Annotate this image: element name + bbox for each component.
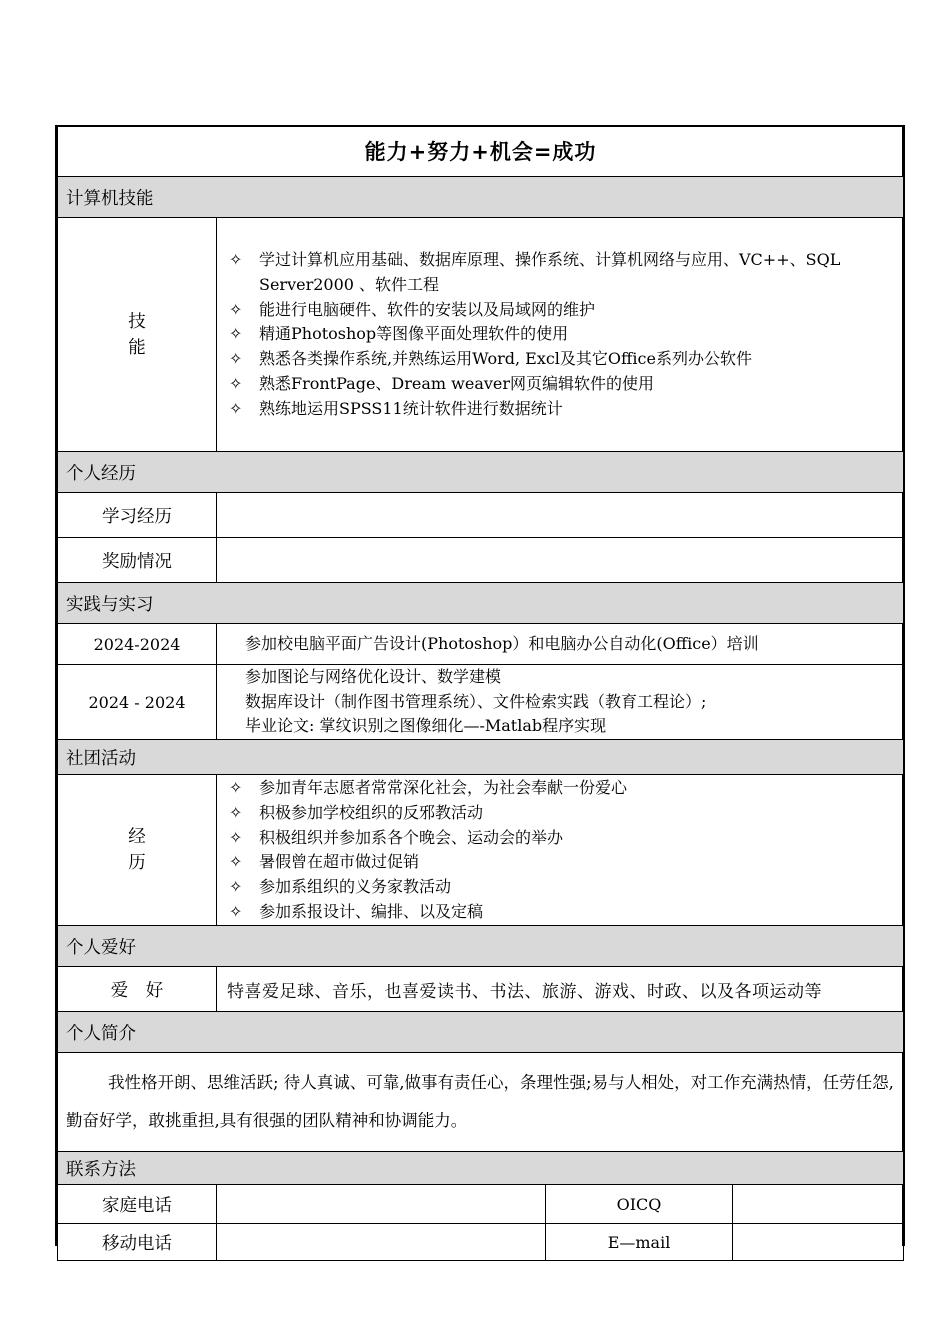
bullet-text: 参加青年志愿者常常深化社会，为社会奉献一份爱心 (259, 778, 628, 797)
bullet-text: 暑假曾在超市做过促销 (259, 852, 420, 872)
club-cell (217, 775, 904, 926)
section-practice: 实践与实习 (58, 583, 904, 624)
section-hobby: 个人爱好 (58, 926, 904, 967)
practice-detail-2 (217, 665, 904, 740)
section-intro: 个人简介 (58, 1012, 904, 1053)
hobby-value: 特喜爱足球、音乐，也喜爱读书、书法、旅游、游戏、时政、以及各项运动等 (217, 967, 904, 1012)
award-label: 奖励情况 (58, 538, 217, 583)
sparkle-bullet-icon: ✧ (229, 250, 243, 269)
sparkle-bullet-icon: ✧ (229, 901, 243, 921)
sparkle-bullet-icon: ✧ (229, 827, 243, 847)
skills-list (217, 248, 903, 422)
practice-period-2: 2024 - 2024 (58, 665, 217, 740)
practice-detail-1 (217, 624, 904, 665)
sparkle-bullet-icon: ✧ (229, 373, 243, 393)
bullet-item (229, 322, 903, 347)
mobile-phone-value (217, 1224, 546, 1261)
bullet-item (229, 397, 903, 422)
bullet-item (229, 826, 903, 851)
bullet-item (229, 801, 903, 826)
practice-line: 数据库设计（制作图书管理系统）、文件检索实践（教育工程论）; (245, 691, 707, 711)
resume-sheet (55, 125, 905, 1261)
home-phone-label: 家庭电话 (58, 1185, 217, 1224)
sparkle-bullet-icon: ✧ (229, 398, 243, 418)
skills-cell (217, 218, 904, 452)
skills-label: 技 能 (58, 218, 217, 452)
study-value (217, 493, 904, 538)
sparkle-bullet-icon: ✧ (229, 802, 243, 822)
sparkle-bullet-icon: ✧ (229, 349, 243, 369)
bullet-text: 学过计算机应用基础、数据库原理、操作系统、计算机网络与应用、VC++、SQL Server2000 、软件工程 (259, 250, 841, 294)
practice-line: 参加校电脑平面广告设计(Photoshop）和电脑办公自动化(Office）培训 (245, 633, 759, 653)
bullet-text: 能进行电脑硬件、软件的安装以及局域网的维护 (259, 299, 596, 319)
study-label: 学习经历 (58, 493, 217, 538)
bullet-item (229, 298, 903, 323)
bullet-item (229, 875, 903, 900)
bullet-text: 积极参加学校组织的反邪教活动 (259, 802, 484, 822)
bullet-item (229, 347, 903, 372)
award-value (217, 538, 904, 583)
sparkle-bullet-icon: ✧ (229, 324, 243, 344)
oicq-value (733, 1185, 904, 1224)
bullet-text: 精通Photoshop等图像平面处理软件的使用 (259, 324, 569, 344)
mobile-phone-label: 移动电话 (58, 1224, 217, 1261)
bullet-text: 参加系组织的义务家教活动 (259, 877, 452, 897)
sparkle-bullet-icon: ✧ (229, 299, 243, 319)
section-club: 社团活动 (58, 740, 904, 775)
sparkle-bullet-icon: ✧ (229, 877, 243, 897)
club-list (217, 776, 903, 925)
resume-title: 能力+努力+机会=成功 (58, 126, 904, 177)
practice-period-1: 2024-2024 (58, 624, 217, 665)
hobby-label: 爱 好 (58, 967, 217, 1012)
bullet-text: 熟练地运用SPSS11统计软件进行数据统计 (259, 398, 563, 418)
section-experience: 个人经历 (58, 452, 904, 493)
bullet-text: 熟悉FrontPage、Dream weaver网页编辑软件的使用 (259, 373, 655, 393)
bullet-item (229, 372, 903, 397)
bullet-item (229, 900, 903, 925)
email-label: E—mail (546, 1224, 733, 1261)
bullet-item (229, 776, 903, 801)
home-phone-value (217, 1185, 546, 1224)
section-contact: 联系方法 (58, 1152, 904, 1185)
bullet-item (229, 248, 903, 298)
practice-line: 参加图论与网络优化设计、数学建模 (245, 667, 502, 687)
sparkle-bullet-icon: ✧ (229, 778, 243, 797)
section-computer-skills: 计算机技能 (58, 177, 904, 218)
practice-line: 毕业论文: 掌纹识别之图像细化—-Matlab程序实现 (245, 716, 607, 736)
oicq-label: OICQ (546, 1185, 733, 1224)
bullet-item (229, 850, 903, 875)
resume-table (57, 125, 904, 1261)
sparkle-bullet-icon: ✧ (229, 852, 243, 872)
bullet-text: 熟悉各类操作系统,并熟练运用Word, Excl及其它Office系列办公软件 (259, 349, 752, 369)
email-value (733, 1224, 904, 1261)
intro-text: 我性格开朗、思维活跃; 待人真诚、可靠,做事有责任心，条理性强;易与人相处，对工作充满热情，任劳任怨,勤奋好学，敢挑重担,具有很强的团队精神和协调能力。 (58, 1053, 904, 1152)
bullet-text: 积极组织并参加系各个晚会、运动会的举办 (259, 827, 564, 847)
bullet-text: 参加系报设计、编排、以及定稿 (259, 901, 484, 921)
club-label: 经 历 (58, 775, 217, 926)
